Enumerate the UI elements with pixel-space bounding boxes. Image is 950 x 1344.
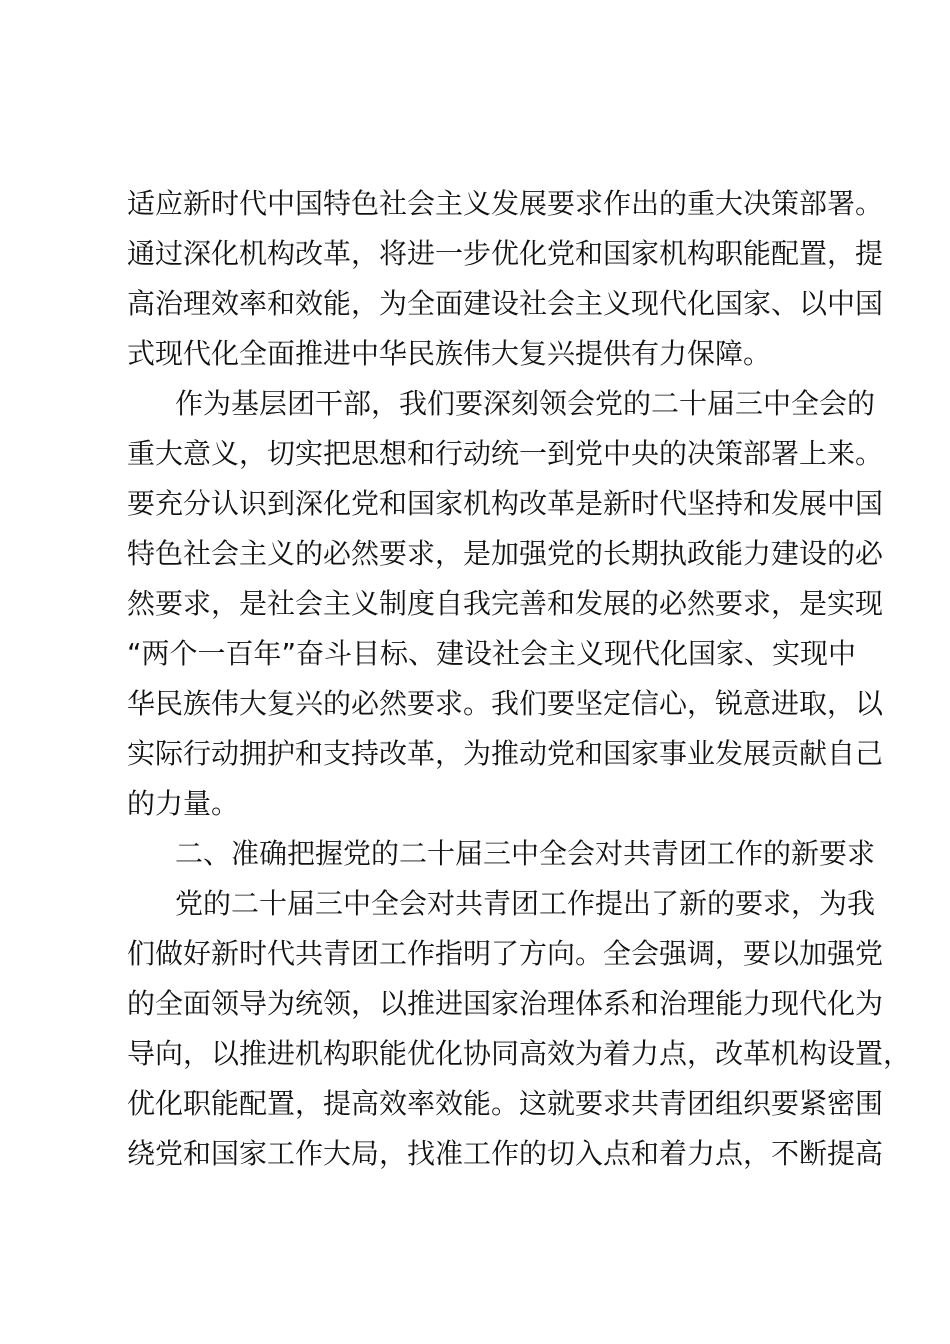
text-line: “两个一百年”奋斗目标、建设社会主义现代化国家、实现中 (127, 637, 857, 670)
text-line: 导向，以推进机构职能优化协同高效为着力点，改革机构设置， (127, 1037, 912, 1070)
text-line: 特色社会主义的必然要求，是加强党的长期执政能力建设的必 (127, 537, 884, 570)
text-line: 们做好新时代共青团工作指明了方向。全会强调，要以加强党 (127, 937, 884, 970)
text-line: 通过深化机构改革，将进一步优化党和国家机构职能配置，提 (127, 237, 884, 270)
text-line: 重大意义，切实把思想和行动统一到党中央的决策部署上来。 (127, 437, 884, 470)
section-heading: 二、准确把握党的二十届三中全会对共青团工作的新要求 (175, 837, 876, 870)
paragraph-first-line: 党的二十届三中全会对共青团工作提出了新的要求，为我 (175, 887, 876, 920)
text-line: 华民族伟大复兴的必然要求。我们要坚定信心，锐意进取，以 (127, 687, 884, 720)
text-line: 适应新时代中国特色社会主义发展要求作出的重大决策部署。 (127, 187, 884, 220)
text-line: 的力量。 (127, 787, 240, 820)
text-line: 绕党和国家工作大局，找准工作的切入点和着力点，不断提高 (127, 1137, 884, 1170)
text-line: 高治理效率和效能，为全面建设社会主义现代化国家、以中国 (127, 287, 884, 320)
text-line: 要充分认识到深化党和国家机构改革是新时代坚持和发展中国 (127, 487, 884, 520)
text-line: 实际行动拥护和支持改革，为推动党和国家事业发展贡献自己 (127, 737, 884, 770)
text-line: 的全面领导为统领，以推进国家治理体系和治理能力现代化为 (127, 987, 884, 1020)
text-line: 式现代化全面推进中华民族伟大复兴提供有力保障。 (127, 337, 772, 370)
text-line: 然要求，是社会主义制度自我完善和发展的必然要求，是实现 (127, 587, 884, 620)
text-line: 优化职能配置，提高效率效能。这就要求共青团组织要紧密围 (127, 1087, 884, 1120)
paragraph-first-line: 作为基层团干部，我们要深刻领会党的二十届三中全会的 (175, 387, 876, 420)
